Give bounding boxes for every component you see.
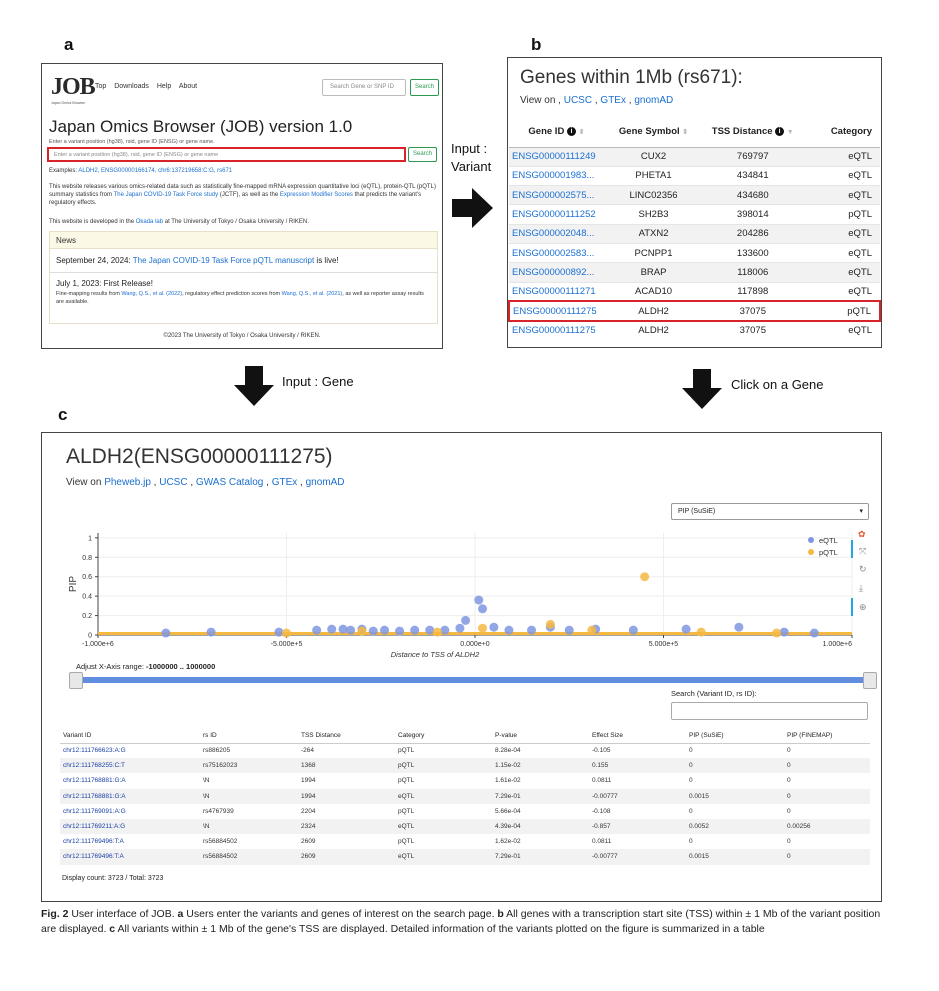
panel-c-gene-detail xyxy=(41,432,882,902)
col-category[interactable]: Category xyxy=(802,116,880,147)
tss-distance-cell: 117898 xyxy=(703,282,802,301)
gene-id-link[interactable]: ENSG00000111252 xyxy=(509,205,604,224)
gwas-catalog-link[interactable]: GWAS Catalog xyxy=(195,477,264,488)
category-cell: eQTL xyxy=(802,224,880,243)
table-cell: 0 xyxy=(689,777,693,785)
view-on-links: View on , UCSC , GTEx , gnomAD xyxy=(520,95,674,106)
variant-id-link[interactable]: chr12:111769091:A:G xyxy=(63,807,126,815)
tss-distance-cell: 434841 xyxy=(703,166,802,185)
pqtl-point xyxy=(772,629,781,638)
table-cell: rs56884502 xyxy=(200,849,298,864)
tss-distance-cell: 398014 xyxy=(703,205,802,224)
table-cell: 5.66e-04 xyxy=(495,807,521,815)
reset-icon[interactable]: ↻ xyxy=(859,564,867,574)
gtex-link[interactable]: GTEx xyxy=(600,95,626,106)
gene-id-link[interactable]: ENSG000001983... xyxy=(509,166,604,185)
legend-eqtl-marker xyxy=(808,537,814,543)
table-cell: -0.105 xyxy=(592,747,611,755)
table-cell: 0 xyxy=(689,838,693,846)
variant-row[interactable] xyxy=(60,819,870,834)
table-cell: rs75162023 xyxy=(200,758,298,773)
right-arrow-icon xyxy=(452,188,494,228)
wang-2021-link[interactable]: Wang, Q.S., et al. (2021) xyxy=(281,291,343,297)
col-header[interactable]: rs ID xyxy=(200,728,298,743)
down-arrow-icon xyxy=(682,369,722,409)
category-cell: eQTL xyxy=(802,166,880,185)
category-cell: eQTL xyxy=(802,282,880,301)
table-cell: 0 xyxy=(784,849,870,864)
table-cell: 2204 xyxy=(301,807,316,815)
category-cell: eQTL xyxy=(802,147,880,166)
table-cell: eQTL xyxy=(395,849,492,864)
okada-lab-link[interactable]: Okada lab xyxy=(135,219,164,225)
gnomad-link[interactable]: gnomAD xyxy=(634,95,674,106)
pqtl-point xyxy=(640,572,649,581)
table-cell: -0.108 xyxy=(592,807,611,815)
table-cell: -0.00777 xyxy=(589,849,686,864)
variant-input-label: Input : Variant xyxy=(451,141,492,174)
pip-method-select[interactable]: PIP (SuSiE) ▾ xyxy=(671,503,869,520)
legend-eqtl-label: eQTL xyxy=(819,536,838,545)
gene-id-link[interactable]: ENSG00000111275 xyxy=(509,301,604,320)
legend-pqtl-marker xyxy=(808,549,814,555)
table-cell: 1994 xyxy=(301,777,316,785)
eqtl-point xyxy=(478,604,487,613)
legend-pqtl-label: pQTL xyxy=(819,548,838,557)
tss-distance-cell: 118006 xyxy=(703,263,802,282)
table-cell: 2609 xyxy=(298,849,395,864)
pip-scatter-plot[interactable] xyxy=(42,523,880,661)
variant-row[interactable] xyxy=(60,849,870,864)
jctf-link[interactable]: The Japan COVID-19 Task Force study xyxy=(113,192,219,198)
top-search-input[interactable]: Search Gene or SNP ID xyxy=(322,79,406,96)
eqtl-point xyxy=(380,626,389,635)
eqtl-point xyxy=(734,623,743,632)
examples: Examples: ALDH2, ENSG00000166174, chr6:137219658:C:G, rs671 xyxy=(49,168,233,174)
figure-caption: Fig. 2 User interface of JOB. a Users enter the variants and genes of interest on the search page. b All genes with a transcription start site (TSS) within ± 1 Mb of the variant position are displayed. c All variants within ± 1 Mb of the gene's TSS are displayed. Detailed information of the variants plotted on the figure is summarized in a table xyxy=(41,908,881,935)
variant-table xyxy=(60,728,870,865)
category-cell: eQTL xyxy=(802,243,880,262)
gene-row[interactable] xyxy=(509,166,880,185)
table-cell: 1.61e-02 xyxy=(495,777,521,785)
gtex-link[interactable]: GTEx xyxy=(271,477,298,488)
eqtl-point xyxy=(425,626,434,635)
eqtl-point xyxy=(410,626,419,635)
variant-id-link[interactable]: chr12:111769496:T:A xyxy=(60,849,200,864)
variant-id-link[interactable]: chr12:111769211:A:G xyxy=(60,819,200,834)
table-cell: 0 xyxy=(787,747,791,755)
nav-links xyxy=(95,83,203,90)
table-cell: pQTL xyxy=(398,807,415,815)
table-cell: 1368 xyxy=(298,758,395,773)
gene-row[interactable] xyxy=(509,224,880,243)
table-cell: 0 xyxy=(787,838,791,846)
example-links[interactable]: ALDH2, ENSG00000166174, chr6:137219658:C:G, rs671 xyxy=(78,168,233,174)
gene-symbol-cell: BRAP xyxy=(604,263,703,282)
input-hint: Enter a variant position (hg38), rsid, gene ID (ENSG) or gene name. xyxy=(49,139,215,145)
col-gene-id[interactable]: Gene ID i ⬍ xyxy=(509,116,604,147)
slider-handle-left[interactable] xyxy=(69,672,83,689)
x-range-label: Adjust X-Axis range: -1000000 .. 1000000 xyxy=(76,662,216,671)
col-header[interactable]: PIP (FINEMAP) xyxy=(784,728,870,743)
eqtl-point xyxy=(461,616,470,625)
x-tick-label: 0.000e+0 xyxy=(460,641,490,648)
table-cell: rs56884502 xyxy=(203,838,238,846)
x-tick-label: -5.000e+5 xyxy=(270,641,303,648)
variant-row[interactable] xyxy=(60,834,870,849)
variant-id-link[interactable]: chr12:111766623:A:G xyxy=(63,747,126,755)
eqtl-point xyxy=(395,627,404,636)
pheweb-link[interactable]: Pheweb.jp xyxy=(104,477,151,488)
display-count: Display count: 3723 / Total: 3723 xyxy=(62,875,164,882)
table-cell: 0.0015 xyxy=(686,849,784,864)
news-heading: News xyxy=(50,232,437,249)
main-search-input[interactable]: Enter a variant position (hg38), rsid, gene ID (ENSG) or gene name xyxy=(47,147,406,162)
table-cell: 0 xyxy=(689,747,693,755)
slider-handle-right[interactable] xyxy=(863,672,877,689)
pqtl-point xyxy=(433,628,442,637)
table-cell: 0.0052 xyxy=(686,819,784,834)
category-cell: eQTL xyxy=(802,263,880,282)
page-title: Japan Omics Browser (JOB) version 1.0 xyxy=(49,117,353,136)
eqtl-point xyxy=(629,626,638,635)
table-cell: 1.15e-02 xyxy=(492,758,589,773)
gene-table xyxy=(508,116,881,340)
pqtl-point xyxy=(546,620,555,629)
table-cell: pQTL xyxy=(398,838,415,846)
tss-distance-cell: 133600 xyxy=(703,243,802,262)
col-header[interactable]: P-value xyxy=(492,728,589,743)
variant-row[interactable] xyxy=(60,758,870,773)
table-cell: eQTL xyxy=(395,789,492,804)
gene-symbol-cell: ALDH2 xyxy=(604,301,703,320)
table-cell: 7.29e-01 xyxy=(492,789,589,804)
eqtl-point xyxy=(161,629,170,638)
panel-label-c: c xyxy=(58,405,68,424)
table-cell: \N xyxy=(200,819,298,834)
pqtl-point xyxy=(357,627,366,636)
nav-downloads[interactable]: Downloads xyxy=(114,83,149,90)
gene-symbol-cell: ACAD10 xyxy=(604,282,703,301)
col-gene-symbol[interactable]: Gene Symbol ⬍ xyxy=(604,116,703,147)
table-cell: \N xyxy=(200,789,298,804)
table-cell: 0.0811 xyxy=(592,838,612,846)
gene-symbol-cell: PCNPP1 xyxy=(604,243,703,262)
nav-about[interactable]: About xyxy=(178,83,198,90)
info-icon: i xyxy=(567,127,576,136)
table-cell: 1.62e-02 xyxy=(495,838,521,846)
table-cell: 0.00256 xyxy=(784,819,870,834)
pqtl-point xyxy=(282,629,291,638)
save-icon[interactable]: ⤓ xyxy=(859,583,863,593)
caret-down-icon: ▾ xyxy=(859,508,863,515)
ems-link[interactable]: Expression Modifier Scores xyxy=(279,192,353,198)
table-cell: -0.00777 xyxy=(589,789,686,804)
gene-detail-title: ALDH2(ENSG00000111275) xyxy=(66,445,333,468)
variant-search-input[interactable] xyxy=(671,702,868,720)
description: This website releases various omics-related data such as statistically fine-mapped mRNA expression quantitative loci (eQTL), protein-QTL (pQTL) summary statistics from The Japan COVID-19 Task Force study (JCTF), as well as the Expression Modifier Scores that predicts the variant's regulatory effects. xyxy=(49,184,436,206)
wang-2022-link[interactable]: Wang, Q.S., et al. (2022) xyxy=(121,291,183,297)
gene-id-link[interactable]: ENSG00000111275 xyxy=(509,321,604,340)
gene-id-link[interactable]: ENSG000000892... xyxy=(509,263,604,282)
developer-note: This website is developed in the Okada lab at The University of Tokyo / Osaka University / RIKEN. xyxy=(49,219,309,225)
gene-symbol-cell: CUX2 xyxy=(604,147,703,166)
gene-id-link[interactable]: ENSG000002583... xyxy=(509,243,604,262)
gene-id-link[interactable]: ENSG00000111249 xyxy=(509,147,604,166)
table-cell: rs886205 xyxy=(203,747,231,755)
down-arrow-icon xyxy=(234,366,274,406)
pqtl-point xyxy=(478,624,487,633)
view-on-links: View on Pheweb.jp , UCSC , GWAS Catalog , GTEx , gnomAD xyxy=(66,477,345,488)
gene-row[interactable] xyxy=(509,282,880,301)
sort-icon[interactable]: ⬍ xyxy=(578,128,585,136)
gene-row[interactable] xyxy=(509,186,880,205)
tss-distance-cell: 37075 xyxy=(703,321,802,340)
y-tick-label: 0.2 xyxy=(82,613,92,621)
table-cell: 7.29e-01 xyxy=(492,849,589,864)
x-tick-label: 1.000e+6 xyxy=(822,641,852,648)
table-cell: pQTL xyxy=(398,747,415,755)
col-header[interactable]: PIP (SuSiE) xyxy=(686,728,784,743)
pqtl-point xyxy=(587,626,596,635)
click-gene-label: Click on a Gene xyxy=(731,377,824,392)
sort-icon[interactable]: ⬍ xyxy=(682,128,689,136)
footer: ©2023 The University of Tokyo / Osaka University / RIKEN. xyxy=(163,333,321,339)
eqtl-point xyxy=(682,625,691,634)
x-tick-label: 5.000e+5 xyxy=(648,641,679,648)
tss-distance-cell: 37075 xyxy=(703,301,802,320)
table-cell: 2324 xyxy=(298,819,395,834)
job-logo[interactable]: JOB Japan Omics Browser xyxy=(51,74,95,105)
table-cell: 0.155 xyxy=(589,758,686,773)
col-header[interactable]: Category xyxy=(395,728,492,743)
pan-tool-icon[interactable]: ⤧ xyxy=(859,546,867,556)
nav-top[interactable]: Top xyxy=(95,83,107,90)
pqtl-manuscript-link[interactable]: The Japan COVID-19 Task Force pQTL manuscript xyxy=(132,256,315,265)
bokeh-logo-icon[interactable]: ✿ xyxy=(858,529,866,539)
col-header[interactable]: Variant ID xyxy=(60,728,200,743)
gene-row[interactable] xyxy=(509,147,880,166)
variant-row[interactable] xyxy=(60,789,870,804)
gene-symbol-cell: ATXN2 xyxy=(604,224,703,243)
y-tick-label: 0.4 xyxy=(82,593,92,601)
info-icon: i xyxy=(775,127,784,136)
gene-row[interactable] xyxy=(509,321,880,340)
eqtl-point xyxy=(474,596,483,605)
pqtl-point xyxy=(697,628,706,637)
y-tick-label: 0.6 xyxy=(82,574,92,582)
eqtl-point xyxy=(346,626,355,635)
table-cell: -264 xyxy=(301,747,315,755)
table-cell: 0 xyxy=(784,758,870,773)
gene-list-title: Genes within 1Mb (rs671): xyxy=(520,67,743,88)
nav-help[interactable]: Help xyxy=(156,83,172,90)
plot-legend xyxy=(808,536,838,557)
table-cell: 0 xyxy=(784,789,870,804)
gene-symbol-cell: LINC02356 xyxy=(604,186,703,205)
eqtl-point xyxy=(489,623,498,632)
gene-symbol-cell: PHETA1 xyxy=(604,166,703,185)
table-cell: -0.857 xyxy=(589,819,686,834)
gnomad-link[interactable]: gnomAD xyxy=(305,477,345,488)
table-cell: \N xyxy=(203,777,210,785)
gene-input-label: Input : Gene xyxy=(282,374,354,389)
navbar xyxy=(42,64,442,108)
gene-id-link[interactable]: ENSG000002575... xyxy=(509,186,604,205)
table-cell: 0 xyxy=(689,807,693,815)
panel-label-a: a xyxy=(64,35,74,54)
tss-distance-cell: 769797 xyxy=(703,147,802,166)
table-cell: 8.28e-04 xyxy=(495,747,521,755)
eqtl-point xyxy=(440,626,449,635)
eqtl-point xyxy=(312,626,321,635)
panel-b-gene-list xyxy=(507,57,882,348)
news-item: July 1, 2023: First Release! Fine-mapping results from Wang, Q.S., et al. (2022), regulatory effect prediction scores from Wang, Q.S., et al. (2021), as well as reporter assay results are available. xyxy=(56,279,424,305)
table-cell: 1994 xyxy=(298,789,395,804)
eqtl-point xyxy=(327,625,336,634)
gene-row[interactable] xyxy=(509,243,880,262)
gene-id-link[interactable]: ENSG000002048... xyxy=(509,224,604,243)
col-tss-distance[interactable]: TSS Distance i ▼ xyxy=(703,116,802,147)
table-cell: pQTL xyxy=(395,758,492,773)
table-cell: 0.0811 xyxy=(592,777,612,785)
table-cell: 2609 xyxy=(301,838,316,846)
variant-id-link[interactable]: chr12:111768881:G:A xyxy=(60,789,200,804)
eqtl-point xyxy=(369,627,378,636)
hover-tool-icon[interactable]: ⊕ xyxy=(859,602,867,612)
eqtl-point xyxy=(565,626,574,635)
gene-id-link[interactable]: ENSG00000111271 xyxy=(509,282,604,301)
variant-row[interactable] xyxy=(60,743,870,758)
eqtl-point xyxy=(527,626,536,635)
variant-search-label: Search (Variant ID, rs ID): xyxy=(671,689,757,698)
variant-id-link[interactable]: chr12:111768255:C:T xyxy=(60,758,200,773)
table-cell: 0 xyxy=(686,758,784,773)
panel-label-b: b xyxy=(531,35,542,54)
y-axis-label: PIP xyxy=(68,575,79,593)
category-cell: pQTL xyxy=(802,301,880,320)
eqtl-point xyxy=(810,629,819,638)
table-cell: rs4767939 xyxy=(203,807,234,815)
y-tick-label: 0.8 xyxy=(82,554,92,562)
news-item: September 24, 2024: The Japan COVID-19 Task Force pQTL manuscript is live! xyxy=(50,249,437,273)
table-cell: 0 xyxy=(787,777,791,785)
variant-row[interactable] xyxy=(60,773,870,788)
sort-desc-icon[interactable]: ▼ xyxy=(786,128,794,136)
x-axis-label: Distance to TSS of ALDH2 xyxy=(390,650,480,659)
panel-a-search-page xyxy=(41,63,443,349)
eqtl-point xyxy=(455,624,464,633)
gene-row[interactable] xyxy=(509,301,880,320)
ucsc-link[interactable]: UCSC xyxy=(563,95,593,106)
table-cell: 0 xyxy=(787,807,791,815)
table-cell: pQTL xyxy=(398,777,415,785)
tss-distance-cell: 434680 xyxy=(703,186,802,205)
table-cell: 4.39e-04 xyxy=(492,819,589,834)
y-tick-label: 0 xyxy=(88,632,92,640)
news-box xyxy=(49,231,438,324)
ucsc-link[interactable]: UCSC xyxy=(159,477,188,488)
x-range-slider[interactable] xyxy=(75,677,869,683)
tss-distance-cell: 204286 xyxy=(703,224,802,243)
y-tick-label: 1 xyxy=(88,535,92,543)
top-search-button[interactable]: Search xyxy=(410,79,439,96)
gene-row[interactable] xyxy=(509,263,880,282)
gene-symbol-cell: ALDH2 xyxy=(604,321,703,340)
category-cell: pQTL xyxy=(802,205,880,224)
category-cell: eQTL xyxy=(802,321,880,340)
gene-row[interactable] xyxy=(509,205,880,224)
variant-id-link[interactable]: chr12:111769496:T:A xyxy=(63,838,124,846)
eqtl-point xyxy=(504,626,513,635)
variant-row[interactable] xyxy=(60,804,870,819)
col-header[interactable]: TSS Distance xyxy=(298,728,395,743)
category-cell: eQTL xyxy=(802,186,880,205)
table-cell: eQTL xyxy=(395,819,492,834)
col-header[interactable]: Effect Size xyxy=(589,728,686,743)
variant-id-link[interactable]: chr12:111768881:G:A xyxy=(63,777,126,785)
gene-symbol-cell: SH2B3 xyxy=(604,205,703,224)
table-cell: 0.0015 xyxy=(686,789,784,804)
x-tick-label: -1.000e+6 xyxy=(82,641,114,648)
eqtl-point xyxy=(207,628,216,637)
main-search-button[interactable]: Search xyxy=(408,147,437,162)
